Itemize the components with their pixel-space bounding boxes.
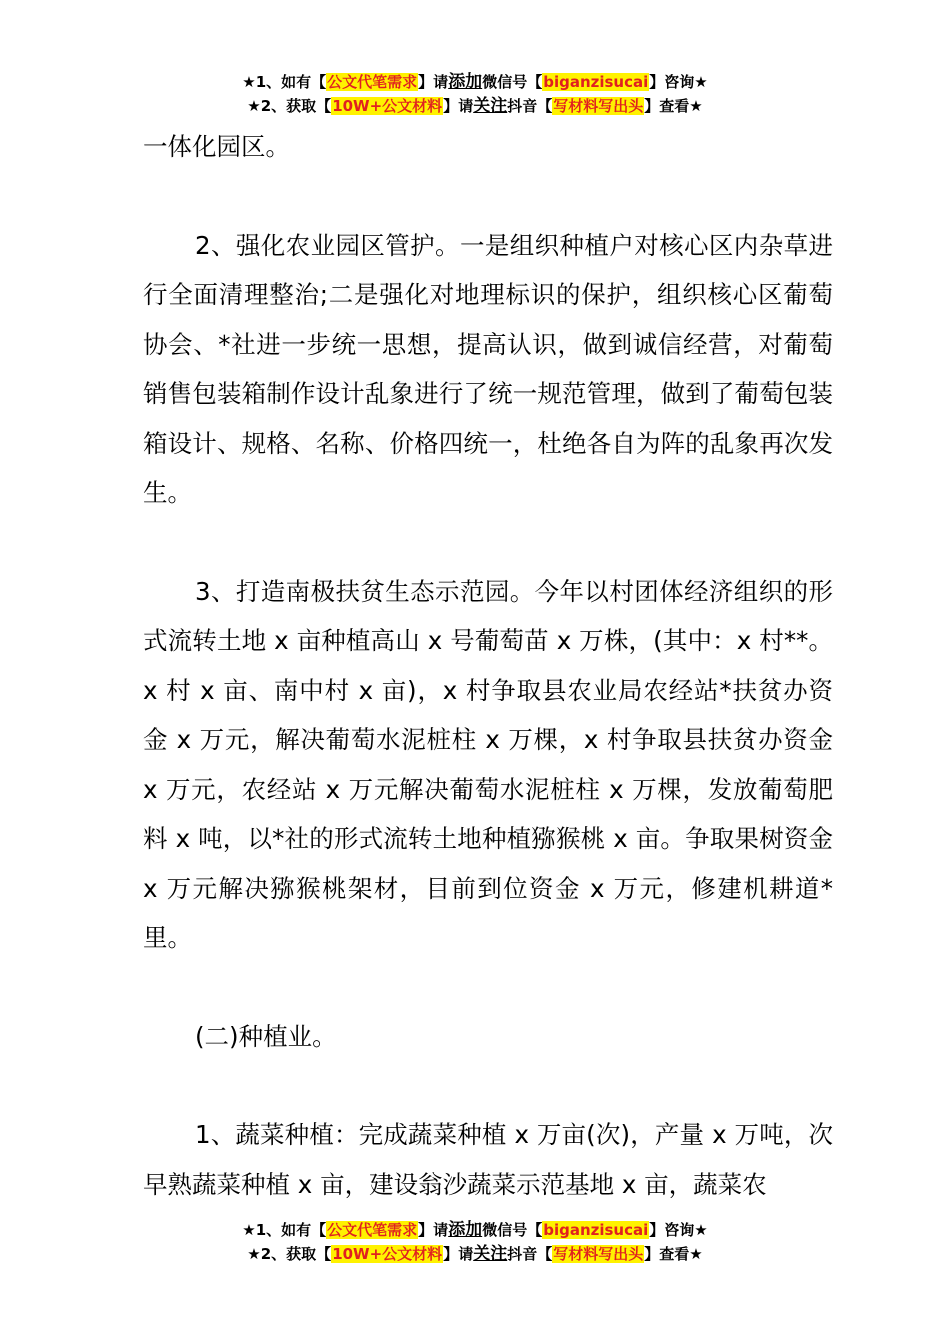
banner-text: 微信号【 (482, 73, 543, 91)
banner-text: 】请 (418, 1221, 449, 1239)
highlight-text: 公文代笔需求 (327, 73, 418, 91)
banner-text: 抖音【 (507, 97, 553, 115)
highlight-text: 10W+公文材料 (332, 97, 443, 115)
banner-line-2 (0, 1242, 950, 1266)
douyin-account: 写材料写出头 (553, 1245, 644, 1263)
emphasis-text: 添加 (448, 72, 483, 92)
banner-text: 】咨询★ (649, 1221, 708, 1239)
highlight-text: 10W+公文材料 (332, 1245, 443, 1263)
banner-text: 抖音【 (507, 1245, 553, 1263)
paragraph: 1、蔬菜种植：完成蔬菜种植 x 万亩(次)，产量 x 万吨，次早熟蔬菜种植 x 亩，建设翁沙蔬菜示范基地 x 亩，蔬菜农 (143, 1120, 833, 1199)
banner-text: ★2、获取【 (247, 1245, 332, 1263)
banner-text: 】请 (443, 1245, 474, 1263)
banner-text: 】请 (443, 97, 474, 115)
banner-line-1 (0, 70, 950, 94)
document-body (143, 122, 833, 1209)
emphasis-text: 关注 (473, 1244, 508, 1264)
wechat-id: biganzisucai (543, 1221, 649, 1239)
banner-text: 】查看★ (644, 97, 703, 115)
banner-text: 】请 (418, 73, 449, 91)
banner-text: ★1、如有【 (242, 73, 327, 91)
banner-text: 】咨询★ (649, 73, 708, 91)
highlight-text: 公文代笔需求 (327, 1221, 418, 1239)
bottom-banner (0, 1218, 950, 1266)
paragraph: 一体化园区。 (143, 132, 290, 161)
banner-text: ★2、获取【 (247, 97, 332, 115)
banner-text: 微信号【 (482, 1221, 543, 1239)
banner-text: 】查看★ (644, 1245, 703, 1263)
section-heading: (二)种植业。 (195, 1021, 337, 1051)
paragraph: 3、打造南极扶贫生态示范园。今年以村团体经济组织的形式流转土地 x 亩种植高山 x 号葡萄苗 x 万株，(其中：x 村**。x 村 x 亩、南中村 x 亩)，x 村争取县农业局农经站*扶贫办资金 x 万元，解决葡萄水泥桩柱 x 万棵，x 村争取县扶贫办资金 x 万元，农经站 x 万元解决葡萄水泥桩柱 x 万棵，发放葡萄肥料 x 吨，以*社的形式流转土地种植猕猴桃 x 亩。争取果树资金 x 万元解决猕猴桃架材，目前到位资金 x 万元，修建机耕道*里。 (143, 576, 833, 952)
banner-line-1 (0, 1218, 950, 1242)
douyin-account: 写材料写出头 (553, 97, 644, 115)
banner-line-2 (0, 94, 950, 118)
wechat-id: biganzisucai (543, 73, 649, 91)
banner-text: ★1、如有【 (242, 1221, 327, 1239)
top-banner (0, 70, 950, 118)
paragraph: 2、强化农业园区管护。一是组织种植户对核心区内杂草进行全面清理整治;二是强化对地理标识的保护，组织核心区葡萄协会、*社进一步统一思想，提高认识，做到诚信经营，对葡萄销售包装箱制作设计乱象进行了统一规范管理，做到了葡萄包装箱设计、规格、名称、价格四统一，杜绝各自为阵的乱象再次发生。 (143, 230, 833, 507)
emphasis-text: 关注 (473, 96, 508, 116)
emphasis-text: 添加 (448, 1220, 483, 1240)
